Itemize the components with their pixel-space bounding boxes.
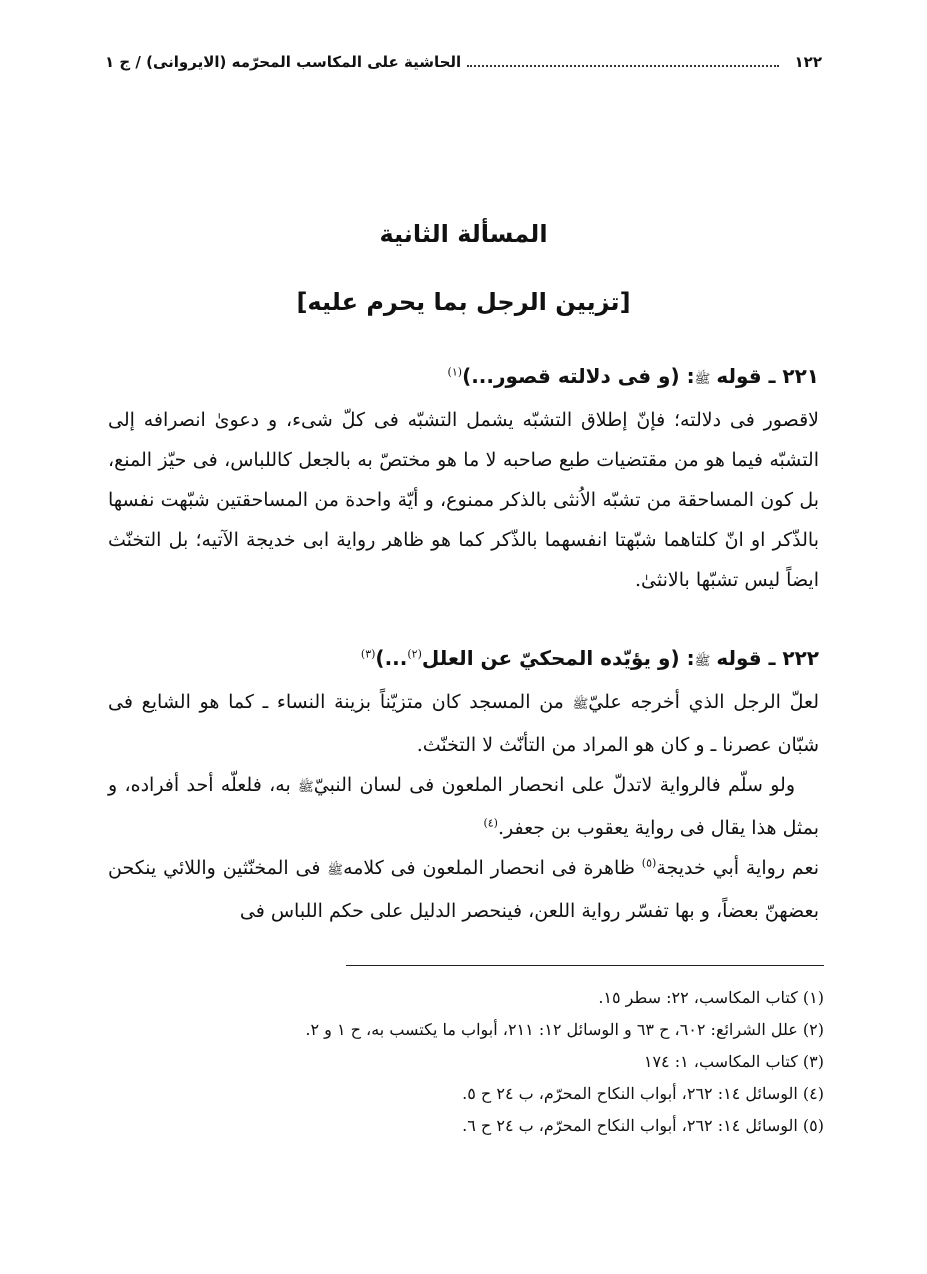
footnote-1: (١) كتاب المكاسب، ٢٢: سطر ١٥.: [598, 988, 824, 1007]
p1-text-b: من المسجد كان متزيّناً بزينة النساء ـ كما هو الشايع فى شبّان عصرنا ـ و كان هو المراد من التأنّث لا التخنّث.: [108, 691, 819, 756]
entry-222-number: ٢٢٢ ـ قوله: [716, 646, 819, 670]
p2-text-b: به، فلعلّه أحد أفراده، و بمثل هذا يقال فى رواية يعقوب بن جعفر.: [108, 774, 819, 839]
entry-221-paragraph: لاقصور فى دلالته؛ فإنّ إطلاق التشبّه يشمل التشبّه فى كلّ شىء، و دعوىٰ انصرافه إلى التشبّه فيما هو من مقتضيات طبع صاحبه لا ما هو مختصّ به بالجعل كاللباس، فى حيّز المنع، بل كون المساحقة من تشبّه الاُنثى بالذكر ممنوع، و أيّة واحدة من المساحقتين شبّهت نفسها بالذّكر او انّ كلتاهما شبّهتا انفسهما بالذّكر كما هو ظاهر رواية ابى خديجة الآتيه؛ بل التخنّث ايضاً ليس تشبّها بالانثىٰ.: [108, 409, 819, 591]
footnote-3: (٣) كتاب المكاسب، ١: ١٧٤: [643, 1052, 824, 1071]
entry-222: [108, 638, 819, 931]
footnote-5: (٥) الوسائل ١٤: ٢٦٢، أبواب النكاح المحرّم، ب ٢٤ ح ٦.: [462, 1116, 824, 1135]
footnote-ref-2: (٢): [407, 647, 422, 661]
entry-221-number: ٢٢١ ـ قوله: [716, 364, 819, 388]
entry-222-quote-a: : (و يؤيّده المحكيّ عن العلل: [421, 646, 695, 670]
header-dot-leader: [467, 65, 778, 67]
section-subtitle: [تزيين الرجل بما يحرم عليه]: [296, 288, 631, 316]
entry-222-paragraph-1: [108, 682, 819, 765]
footnote-ref-1: (١): [447, 365, 463, 379]
entry-221-quote: : (و فى دلالته قصور...): [462, 364, 695, 388]
honorific-glyph: ﷺ: [327, 863, 344, 878]
footnote-ref-3: (٣): [360, 647, 376, 661]
footnote-4: (٤) الوسائل ١٤: ٢٦٢، أبواب النكاح المحرّم، ب ٢٤ ح ٥.: [462, 1084, 824, 1103]
page-number: ١٢٢: [794, 53, 822, 71]
section-title: المسألة الثانية: [379, 220, 548, 248]
p3-text-a: نعم رواية أبي خديجة: [656, 857, 819, 879]
footnote-divider: [346, 965, 824, 966]
running-title: الحاشية على المكاسب المحرّمه (الايروانى) / ج ١: [105, 53, 462, 71]
footnote-ref-4: (٤): [483, 816, 498, 830]
honorific-glyph: ﷺ: [572, 697, 589, 712]
honorific-glyph: ﷺ: [694, 654, 711, 669]
honorific-glyph: ﷺ: [694, 372, 711, 387]
footnote-ref-5: (٥): [641, 856, 657, 870]
entry-222-quote-b: ...): [375, 646, 408, 670]
footnote-2: (٢) علل الشرائع: ٦٠٢، ح ٦٣ و الوسائل ١٢: ٢١١، أبواب ما يكتسب به، ح ١ و ٢.: [305, 1020, 824, 1039]
p2-text-a: ولو سلّم فالرواية لاتدلّ على انحصار الملعون فى لسان النبيّ: [313, 774, 795, 796]
entry-222-heading: [108, 638, 819, 682]
running-header: [105, 48, 822, 76]
footnotes: [108, 982, 824, 1142]
p3-text-b: ظاهرة فى انحصار الملعون فى كلامه: [343, 857, 642, 879]
entry-222-paragraph-3: [108, 848, 819, 931]
honorific-glyph: ﷺ: [298, 780, 314, 795]
entry-221-heading: [108, 356, 819, 400]
p3-text-c: فى المخنّثين واللائي ينكحن بعضهنّ بعضاً، و بها تفسّر رواية اللعن، فينحصر الدليل على حكم اللباس فى: [108, 857, 819, 922]
entry-221: [108, 356, 819, 600]
entry-222-paragraph-2: [108, 765, 819, 848]
p1-text-a: لعلّ الرجل الذي أخرجه عليّ: [588, 691, 819, 713]
